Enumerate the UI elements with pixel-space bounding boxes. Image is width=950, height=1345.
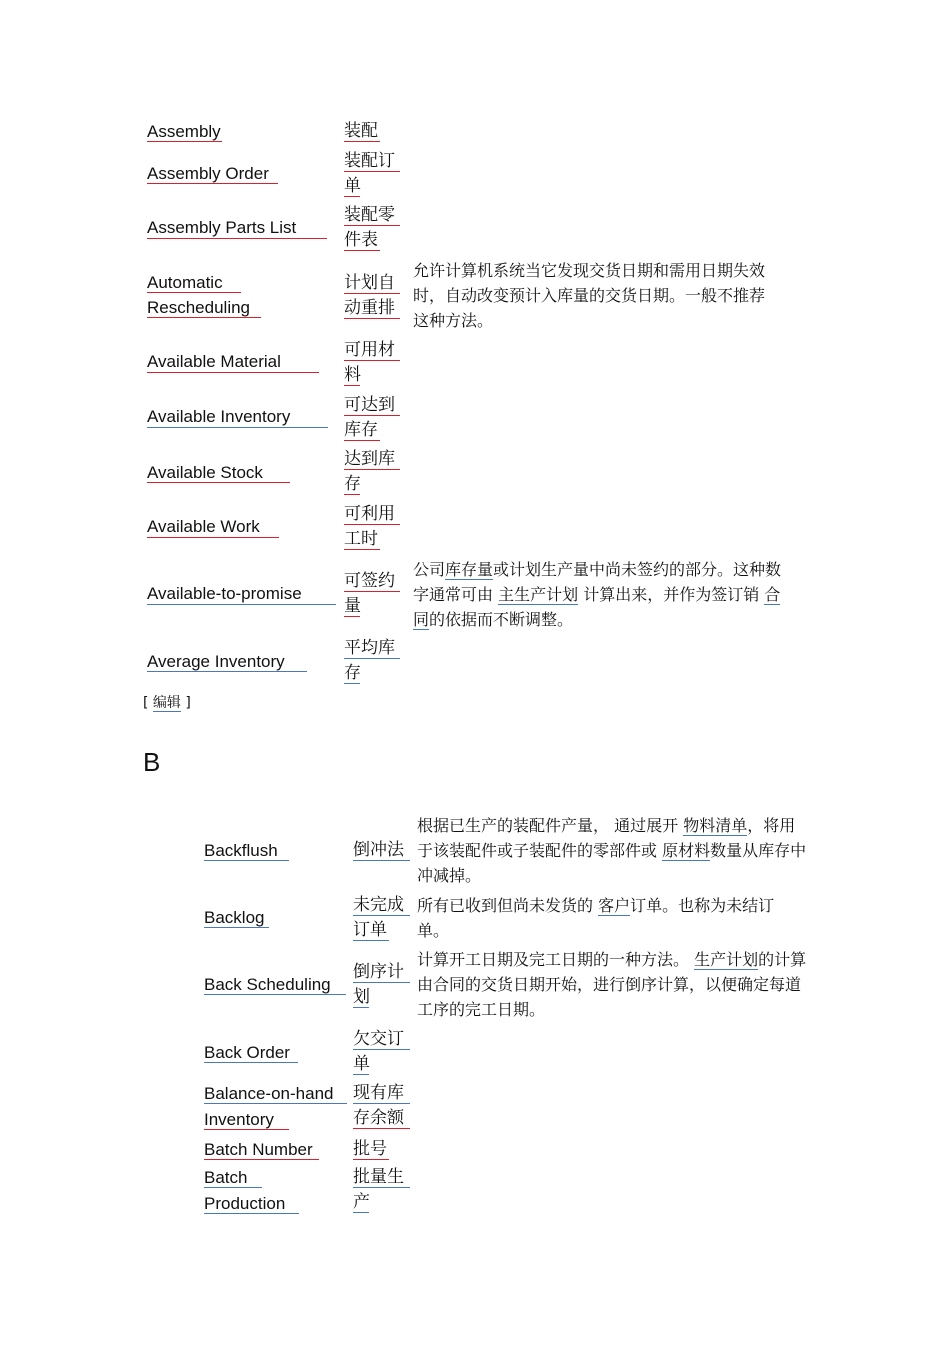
link-contract[interactable]: 合同 bbox=[413, 585, 781, 629]
link-customer[interactable]: 客户 bbox=[598, 896, 631, 915]
zh-assembly: 装配 bbox=[344, 121, 378, 141]
link-production-plan[interactable]: 生产计划 bbox=[694, 950, 759, 969]
term-batch-production-2[interactable]: Production bbox=[204, 1194, 286, 1213]
zh-available-inventory: 可达到库存 bbox=[344, 395, 395, 440]
term-assembly-parts-list: Assembly Parts List bbox=[147, 218, 297, 237]
section-heading-b: B bbox=[143, 747, 161, 777]
term-balance-on-hand-1[interactable]: Balance-on-hand bbox=[204, 1084, 334, 1103]
zh-average-inventory: 平均库存 bbox=[344, 638, 395, 683]
term-backflush[interactable]: Backflush bbox=[204, 841, 278, 860]
zh-assembly-order: 装配订单 bbox=[344, 151, 395, 196]
zh-assembly-parts-list: 装配零件表 bbox=[344, 205, 395, 250]
term-backlog[interactable]: Backlog bbox=[204, 908, 265, 927]
term-batch-number[interactable]: Batch Number bbox=[204, 1140, 313, 1159]
edit-link[interactable]: 编辑 bbox=[152, 695, 181, 711]
desc-backlog: 所有已收到但尚未发货的 客户订单。也称为未结订单。 bbox=[417, 896, 775, 940]
zh-automatic-rescheduling: 计划自动重排 bbox=[344, 273, 395, 318]
link-bom[interactable]: 物料清单 bbox=[683, 816, 748, 835]
link-master-schedule[interactable]: 主生产计划 bbox=[498, 585, 579, 604]
zh-available-material: 可用材料 bbox=[344, 340, 395, 385]
desc-back-scheduling: 计算开工日期及完工日期的一种方法。 生产计划的计算由合同的交货日期开始，进行倒序计算，以便确定每道工序的完工日期。 bbox=[417, 950, 807, 1019]
desc-available-to-promise: 公司库存量或计划生产量中尚未签约的部分。这种数字通常可由 主生产计划 计算出来，并作为签订销 合同的依据而不断调整。 bbox=[413, 560, 782, 629]
link-inventory[interactable]: 库存量 bbox=[445, 560, 494, 579]
zh-batch-production[interactable]: 批量生产 bbox=[353, 1167, 404, 1212]
term-automatic-rescheduling-2: Rescheduling bbox=[147, 298, 251, 317]
zh-backflush[interactable]: 倒冲法 bbox=[353, 840, 404, 860]
term-back-scheduling[interactable]: Back Scheduling bbox=[204, 975, 331, 994]
term-batch-production-1[interactable]: Batch bbox=[204, 1168, 248, 1187]
zh-available-work: 可利用工时 bbox=[344, 504, 395, 549]
term-assembly: Assembly bbox=[147, 122, 221, 141]
term-available-work: Available Work bbox=[147, 517, 260, 536]
term-balance-on-hand-2[interactable]: Inventory bbox=[204, 1110, 274, 1129]
link-raw-material[interactable]: 原材料 bbox=[662, 841, 711, 860]
zh-backlog[interactable]: 未完成订单 bbox=[353, 895, 404, 940]
desc-automatic-rescheduling: 允许计算机系统当它发现交货日期和需用日期失效时，自动改变预计入库量的交货日期。一般不推荐这种方法。 bbox=[413, 261, 766, 330]
zh-available-to-promise: 可签约量 bbox=[344, 571, 395, 616]
edit-link-group: [ 编辑 ] bbox=[143, 695, 191, 711]
zh-back-scheduling[interactable]: 倒序计划 bbox=[353, 962, 404, 1007]
desc-backflush: 根据已生产的装配件产量， 通过展开 物料清单，将用于该装配件或子装配件的零部件或 原材料数量从库存中冲减掉。 bbox=[417, 816, 807, 885]
zh-balance-on-hand[interactable]: 现有库存余额 bbox=[353, 1083, 404, 1128]
term-average-inventory: Average Inventory bbox=[147, 652, 285, 671]
zh-back-order[interactable]: 欠交订单 bbox=[353, 1029, 404, 1074]
term-available-material: Available Material bbox=[147, 352, 281, 371]
term-available-to-promise: Available-to-promise bbox=[147, 584, 302, 603]
zh-batch-number[interactable]: 批号 bbox=[353, 1139, 387, 1159]
zh-available-stock: 达到库存 bbox=[344, 449, 395, 494]
term-available-stock: Available Stock bbox=[147, 463, 263, 482]
term-back-order[interactable]: Back Order bbox=[204, 1043, 290, 1062]
term-assembly-order: Assembly Order bbox=[147, 164, 269, 183]
term-automatic-rescheduling-1: Automatic bbox=[147, 273, 223, 292]
term-available-inventory: Available Inventory bbox=[147, 407, 291, 426]
